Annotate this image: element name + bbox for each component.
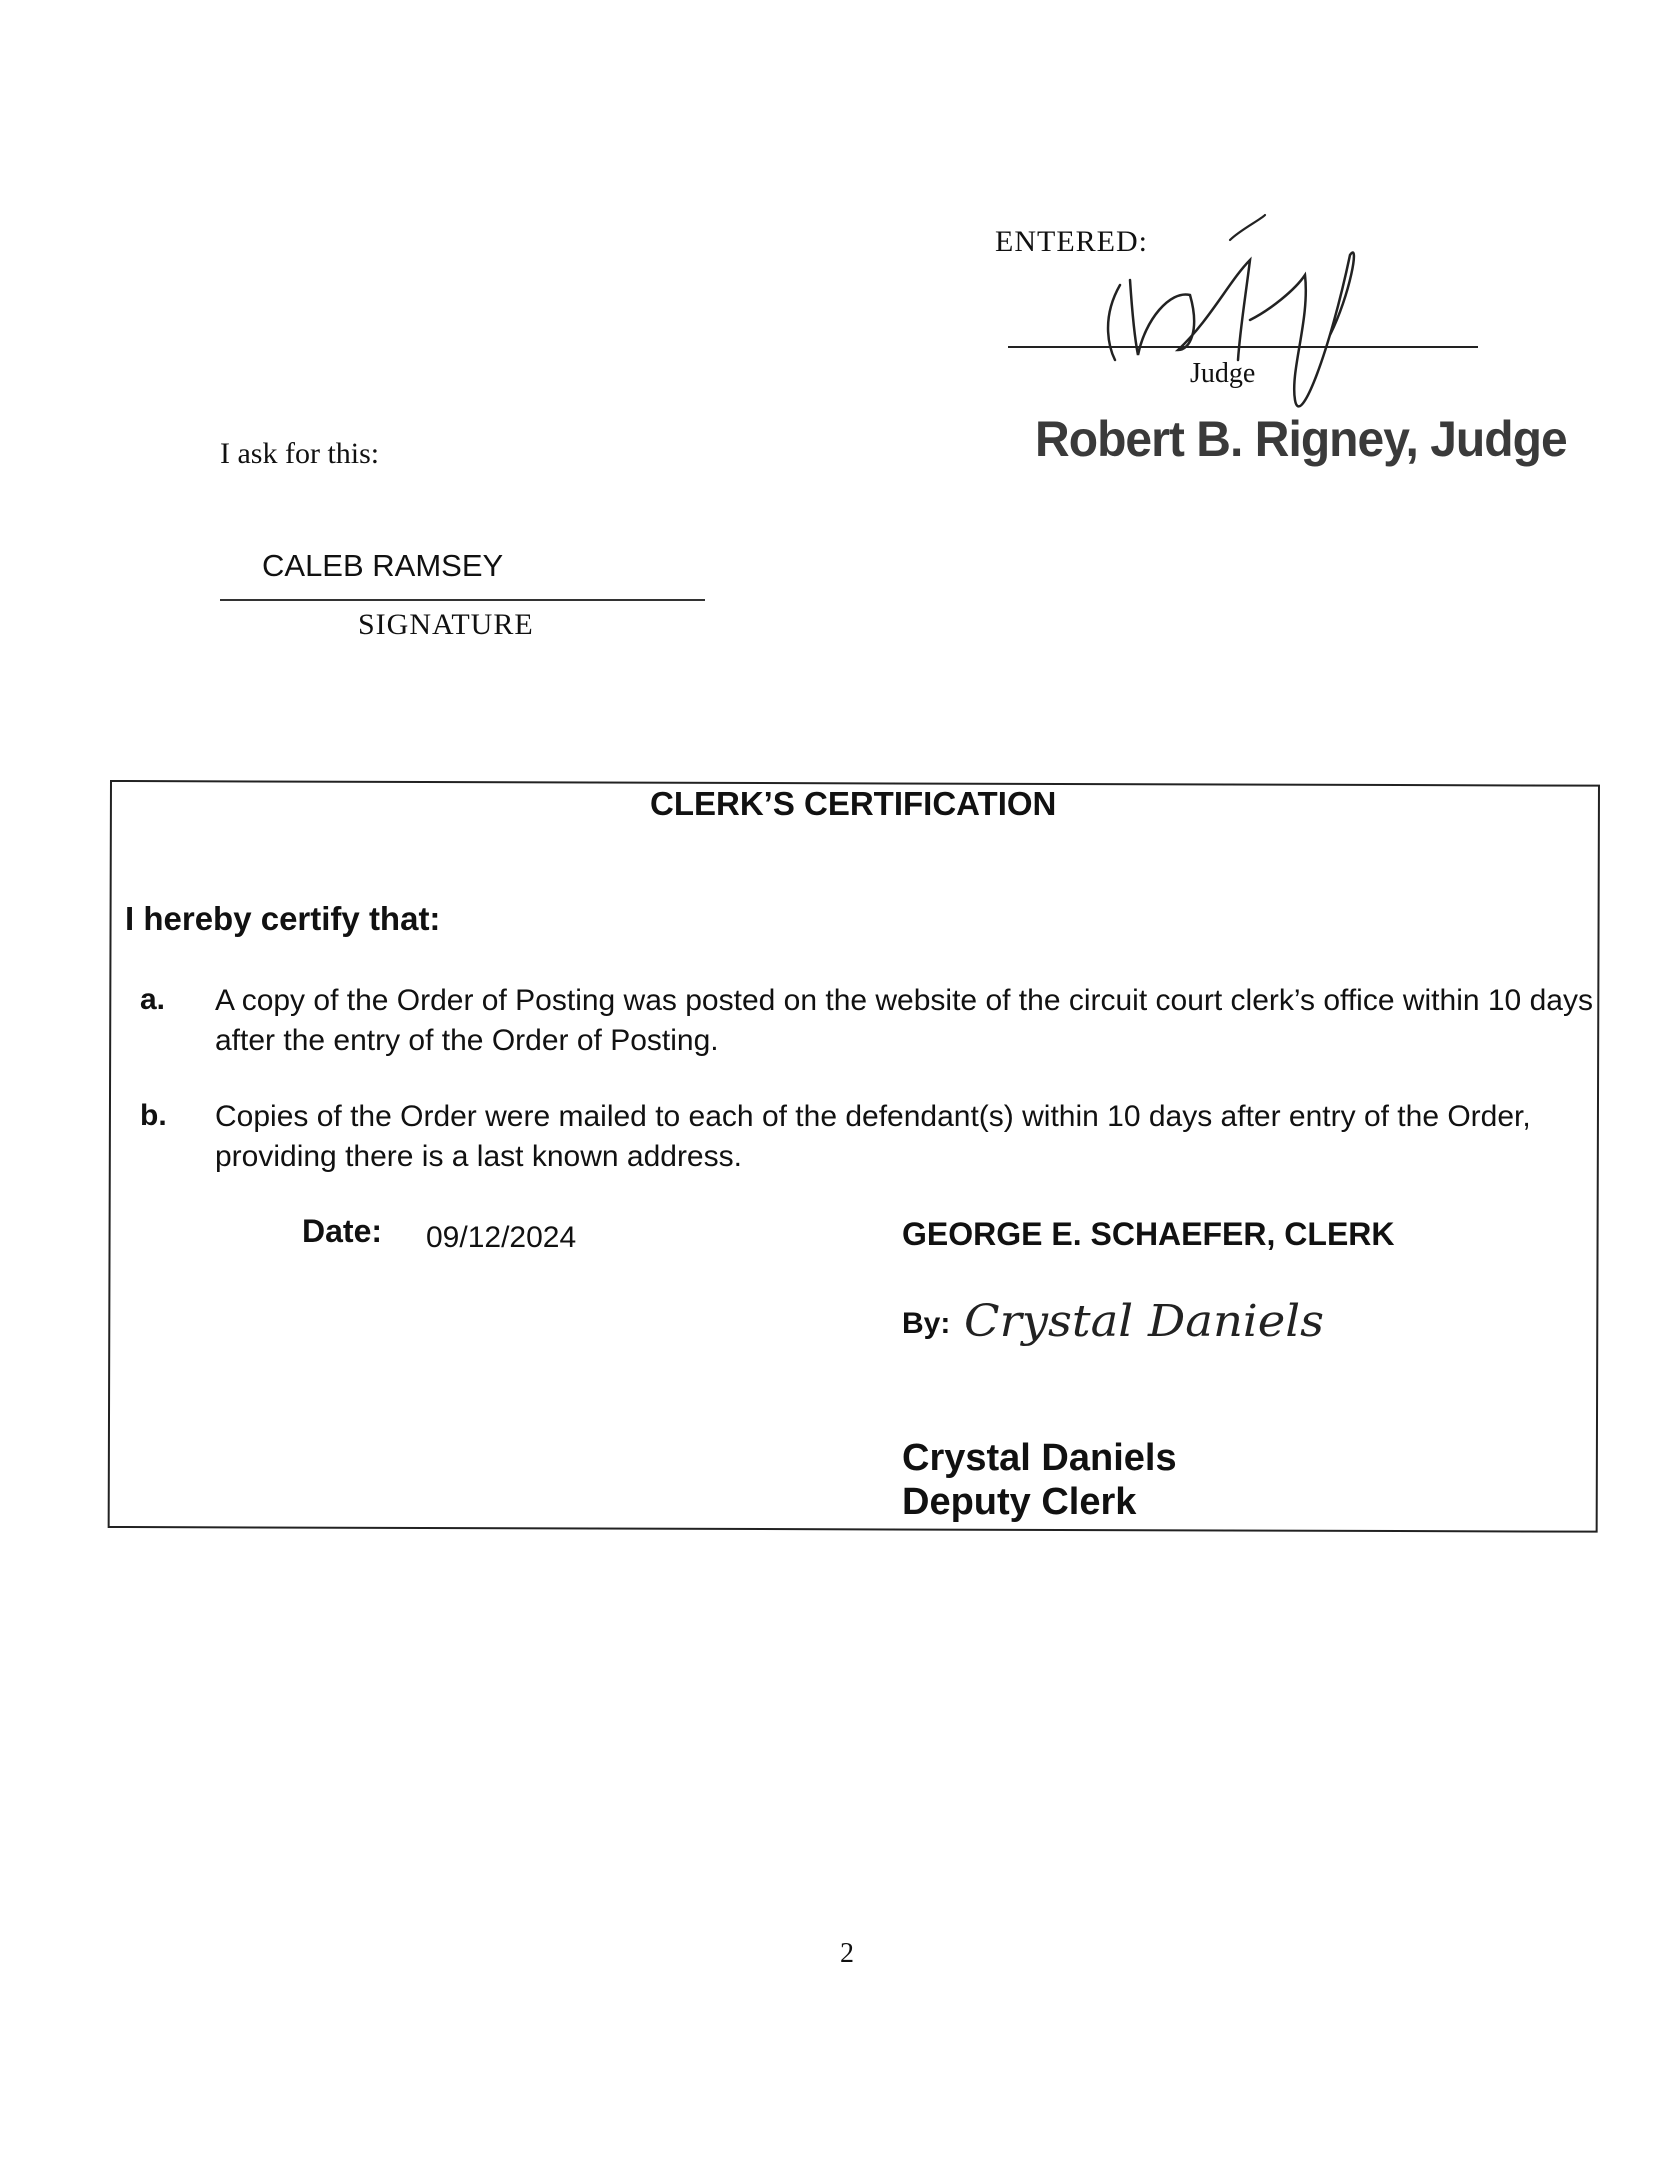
- clerk-name: GEORGE E. SCHAEFER, CLERK: [902, 1216, 1395, 1252]
- item-b-text: Copies of the Order were mailed to each of the defendant(s) within 10 days after entry of the Order, providing there is a last known address.: [215, 1100, 1531, 1173]
- date-value: 09/12/2024: [426, 1221, 577, 1254]
- certify-intro: I hereby certify that:: [125, 900, 441, 937]
- signature-label: SIGNATURE: [358, 608, 534, 641]
- date-label: Date:: [302, 1213, 383, 1249]
- deputy-clerk-title: Deputy Clerk: [902, 1481, 1137, 1523]
- judge-signature-line: [1008, 346, 1478, 348]
- judge-name-stamp: Robert B. Rigney, Judge: [1035, 411, 1567, 467]
- item-b-letter: b.: [140, 1099, 167, 1132]
- entered-label: ENTERED:: [995, 225, 1148, 258]
- ask-for-label: I ask for this:: [220, 437, 380, 470]
- requester-name: CALEB RAMSEY: [262, 548, 504, 583]
- clerk-signature: [960, 1278, 1340, 1368]
- item-a-text: A copy of the Order of Posting was posted on the website of the circuit court clerk’s office within 10 days after the entry of the Order of Posting.: [215, 984, 1593, 1057]
- item-a-letter: a.: [140, 983, 166, 1016]
- requester-signature-line: [220, 599, 705, 601]
- deputy-clerk-name: Crystal Daniels: [902, 1437, 1177, 1479]
- by-label: By:: [902, 1307, 951, 1340]
- judge-signature: [1060, 200, 1380, 430]
- clerk-signature-text: Crystal Daniels: [964, 1296, 1324, 1347]
- page-number: 2: [840, 1938, 854, 1969]
- judge-label: Judge: [1190, 358, 1256, 389]
- certification-title: CLERK’S CERTIFICATION: [650, 785, 1057, 822]
